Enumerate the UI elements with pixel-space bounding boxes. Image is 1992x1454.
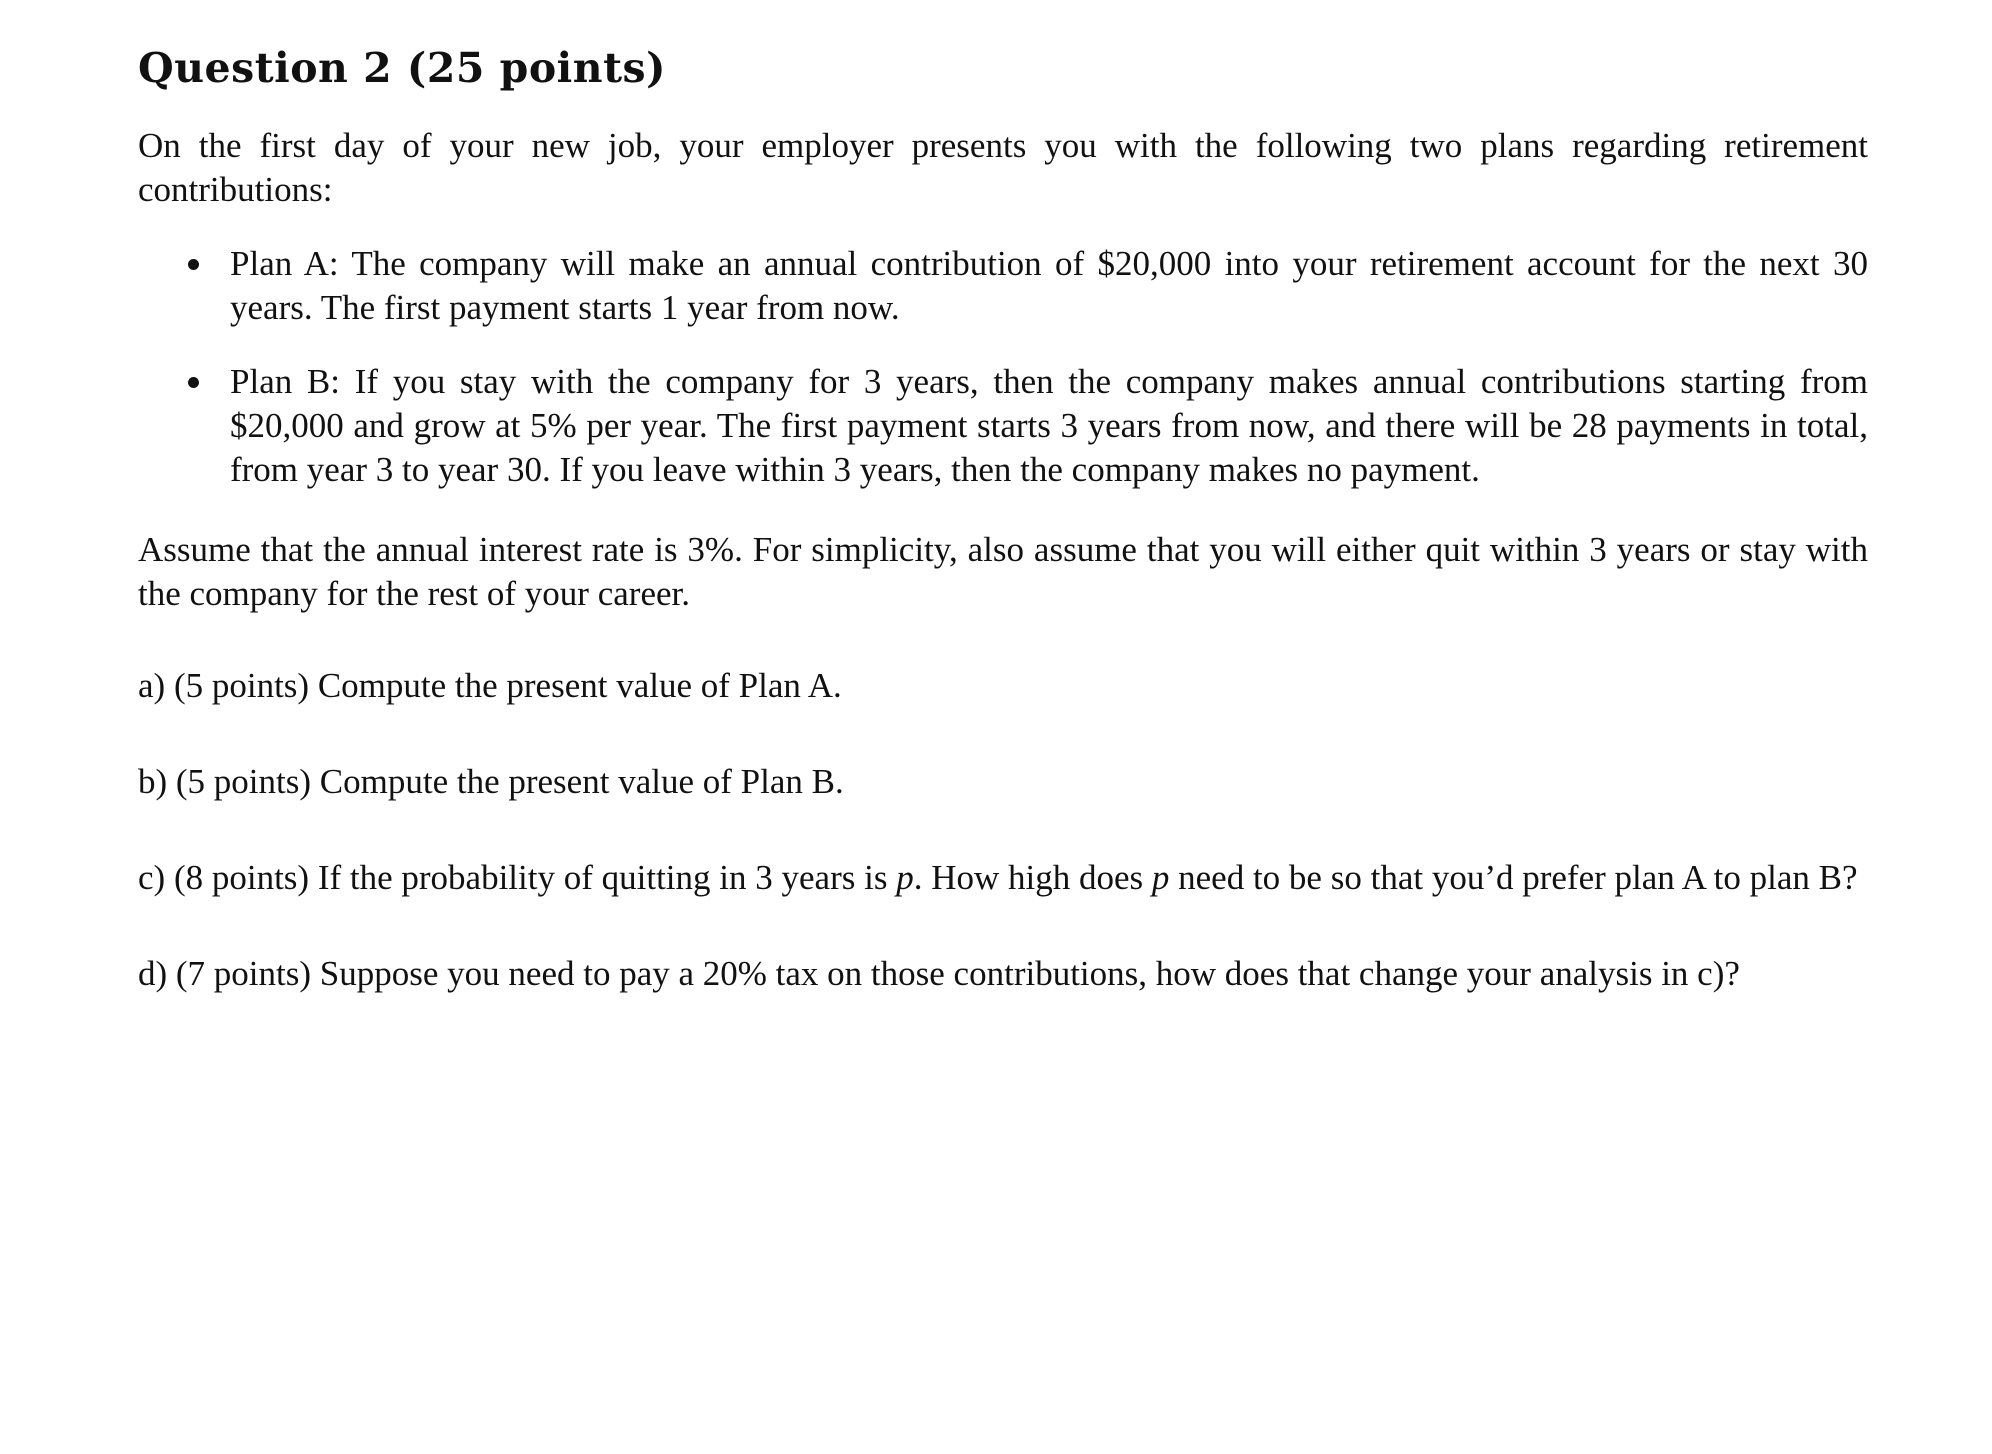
question-c-part1: c) (8 points) If the probability of quitting in 3 years is [138, 858, 897, 897]
assumption-paragraph: Assume that the annual interest rate is 3%. For simplicity, also assume that you will either quit within 3 years or stay with the company for the rest of your career. [138, 530, 1868, 613]
question-c-part3: need to be so that you’d prefer plan A to plan B? [1169, 858, 1858, 897]
plan-b-text: Plan B: If you stay with the company for 3 years, then the company makes annual contributions starting from $20,000 and grow at 5% per year. The first payment starts 3 years from now, and there will be 28 payments in total, from year 3 to year 30. If you leave within 3 years, then the company makes no payment. [230, 362, 1868, 489]
question-d: d) (7 points) Suppose you need to pay a 20% tax on those contributions, how does that change your analysis in c)? [138, 954, 1740, 993]
plan-b-item [138, 360, 1868, 492]
bullet-icon [188, 377, 199, 388]
variable-p: p [1151, 858, 1170, 897]
plans-list [138, 242, 1868, 492]
question-c-part2: . How high does [913, 858, 1152, 897]
intro-paragraph: On the first day of your new job, your employer presents you with the following two plans regarding retirement contributions: [138, 126, 1868, 209]
plan-a-text: Plan A: The company will make an annual contribution of $20,000 into your retirement account for the next 30 years. The first payment starts 1 year from now. [230, 244, 1868, 327]
bullet-icon [188, 259, 199, 270]
question-b: b) (5 points) Compute the present value of Plan B. [138, 762, 844, 801]
variable-p: p [896, 858, 914, 897]
question-c [138, 856, 1868, 900]
question-document [138, 40, 1868, 1048]
question-title: Question 2 (25 points) [138, 44, 666, 92]
question-a: a) (5 points) Compute the present value of Plan A. [138, 666, 842, 705]
plan-a-item [138, 242, 1868, 330]
